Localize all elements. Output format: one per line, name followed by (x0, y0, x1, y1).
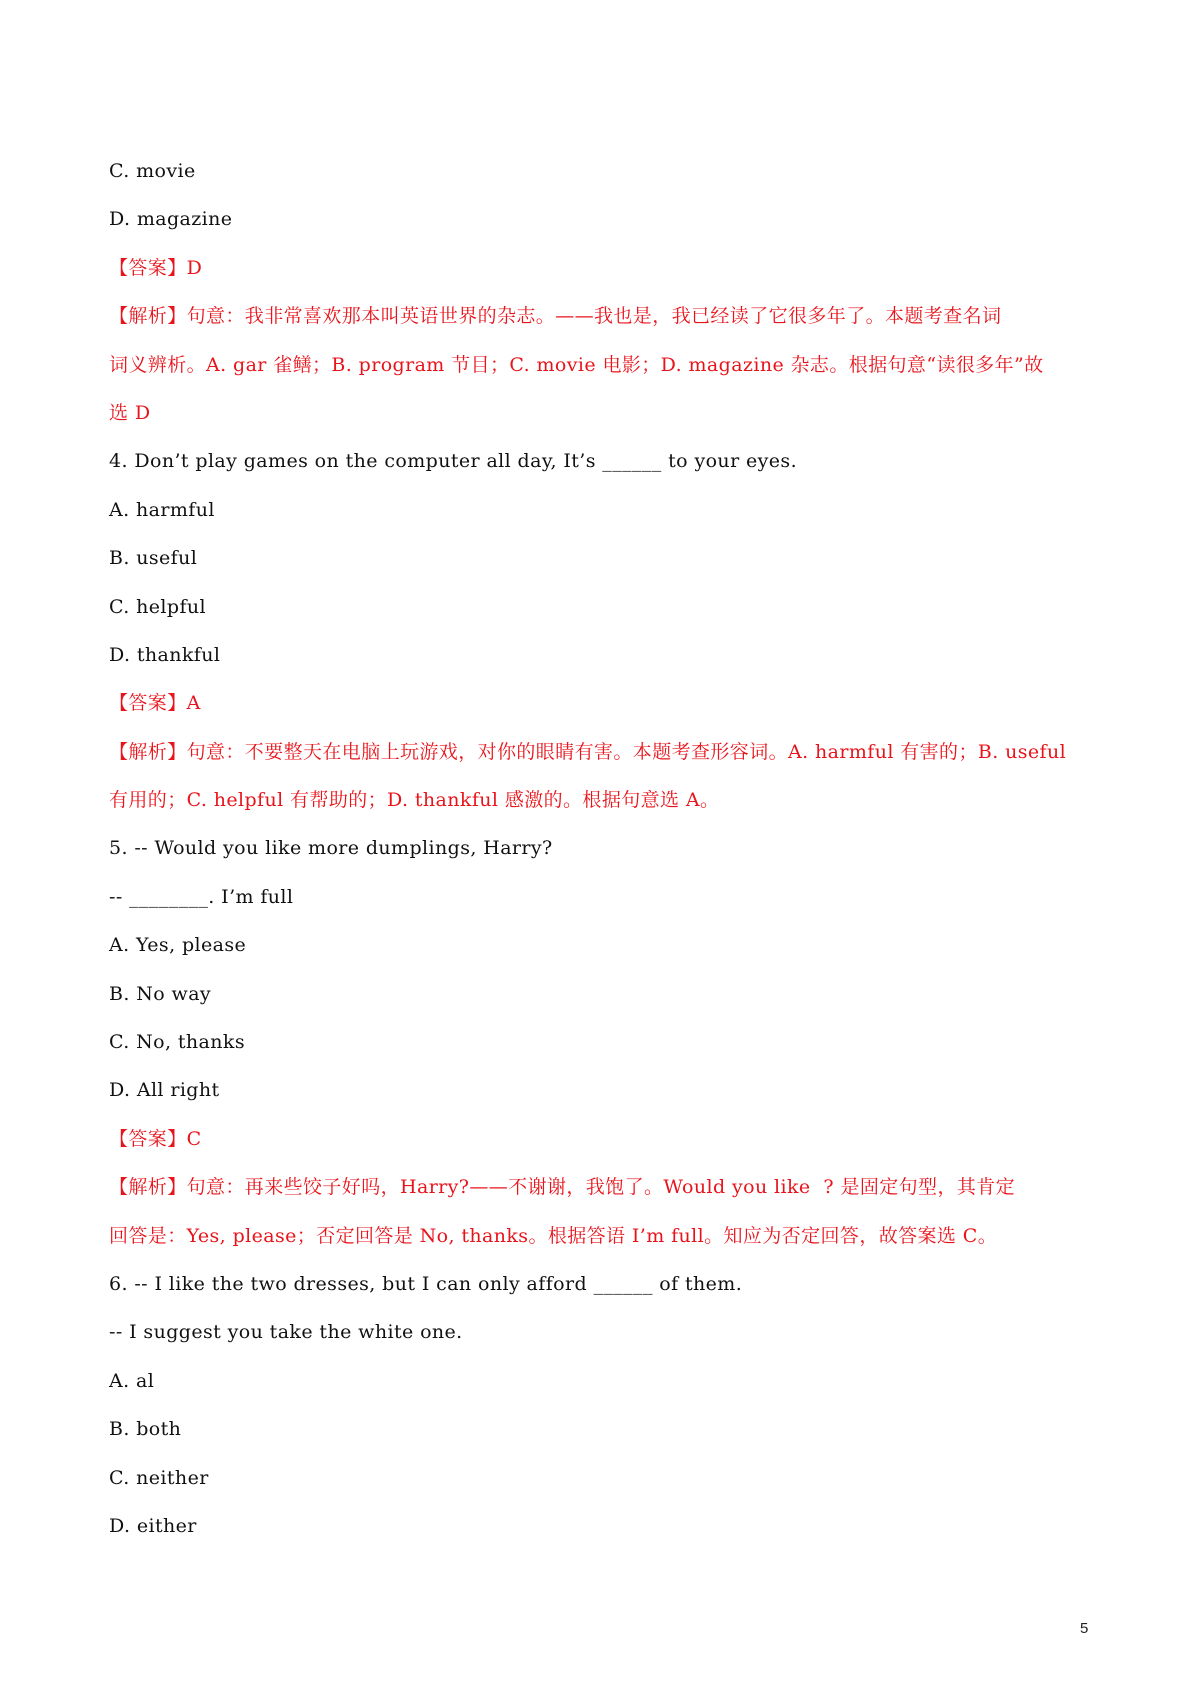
page-content (109, 147, 1099, 1550)
text-line: 【答案】A (109, 692, 201, 715)
page-number: 5 (1080, 1620, 1089, 1637)
text-line: C. helpful (109, 595, 207, 618)
text-line: 回答是：Yes, please；否定回答是 No, thanks。根据答语 I’m full。知应为否定回答，故答案选 C。 (109, 1224, 998, 1247)
text-line: 【答案】C (109, 1127, 202, 1150)
text-line: 【解析】句意：我非常喜欢那本叫英语世界的杂志。——我也是，我已经读了它很多年了。本题考查名词 (109, 305, 1002, 328)
text-line: C. No, thanks (109, 1031, 245, 1054)
text-line: C. neither (109, 1466, 209, 1489)
text-line: D. either (109, 1514, 197, 1537)
text-line: B. No way (109, 982, 212, 1005)
text-line: A. Yes, please (109, 934, 247, 957)
text-line: 【解析】句意：再来些饺子好吗，Harry?——不谢谢，我饱了。Would you like ? 是固定句型，其肯定 (109, 1176, 1016, 1199)
text-line: D. All right (109, 1079, 220, 1102)
text-line: C. movie (109, 160, 196, 182)
text-line: 选 D (109, 401, 151, 424)
text-line: A. harmful (109, 498, 215, 521)
text-line: -- I suggest you take the white one. (109, 1321, 463, 1344)
text-line: 【解析】句意：不要整天在电脑上玩游戏，对你的眼睛有害。本题考查形容词。A. harmful 有害的；B. useful (109, 740, 1067, 763)
text-line: B. both (109, 1418, 182, 1441)
text-line: D. thankful (109, 643, 221, 666)
text-line: 【答案】D (109, 256, 203, 279)
text-line: 6. -- I like the two dresses, but I can only afford ______ of them. (109, 1272, 743, 1295)
text-line: D. magazine (109, 208, 233, 231)
text-line: 有用的；C. helpful 有帮助的；D. thankful 感激的。根据句意选 A。 (109, 789, 720, 812)
text-line: 5. -- Would you like more dumplings, Harry? (109, 837, 553, 860)
text-line: A. al (109, 1369, 155, 1392)
text-line: 4. Don’t play games on the computer all day, It’s ______ to your eyes. (109, 450, 798, 473)
text-line: 词义辨析。A. gar 雀鳝；B. program 节目；C. movie 电影；D. magazine 杂志。根据句意“读很多年”故 (109, 353, 1044, 376)
text-line: B. useful (109, 547, 198, 570)
text-line: -- ________. I’m full (109, 885, 294, 908)
